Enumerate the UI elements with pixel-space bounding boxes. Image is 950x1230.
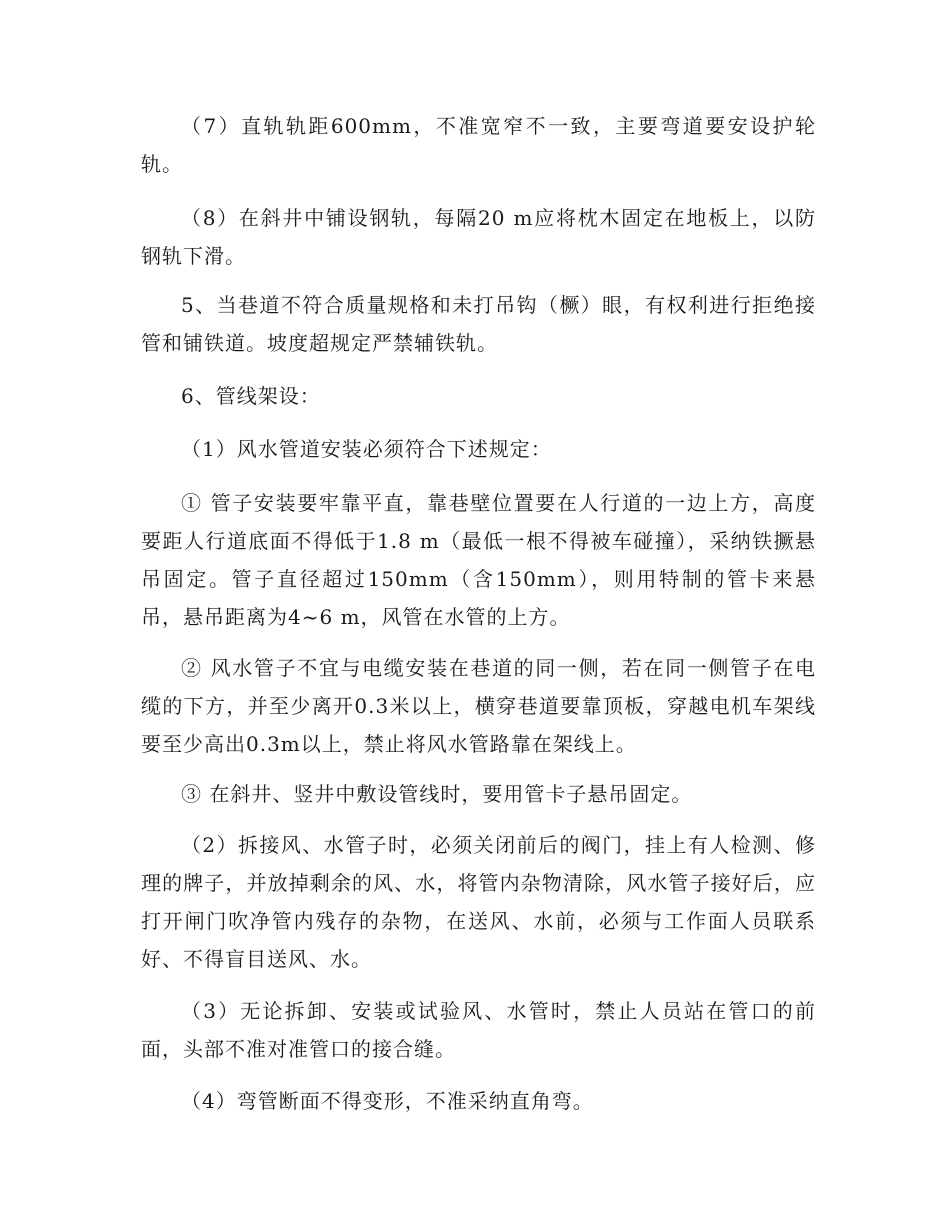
paragraph-pipeline-heading: 6、管线架设： [181, 384, 321, 408]
paragraph-incline-rail: （8）在斜井中铺设钢轨，每隔20 m应将枕木固定在地板上，以防钢轨下滑。 [141, 206, 816, 268]
paragraph-bend-pipe: （4）弯管断面不得变形，不准采纳直角弯。 [181, 1089, 594, 1113]
paragraph-pipe-rule-2: ② 风水管子不宜与电缆安装在巷道的同一侧，若在同一侧管子在电缆的下方，并至少离开0.3米以上，横穿巷道要靠顶板，穿越电机车架线要至少高出0.3m以上，禁止将风水管路靠在架线上。 [141, 656, 816, 756]
paragraph-refuse-takeover: 5、当巷道不符合质量规格和未打吊钩（橛）眼，有权利进行拒绝接管和铺铁道。坡度超规定严禁辅铁轨。 [141, 293, 816, 355]
paragraph-pipe-rule-3: ③ 在斜井、竖井中敷设管线时，要用管卡子悬吊固定。 [181, 782, 693, 806]
paragraph-pipe-rule-1: ① 管子安装要牢靠平直，靠巷壁位置要在人行道的一边上方，高度要距人行道底面不得低于1.8 m（最低一根不得被车碰撞），采纳铁撅悬吊固定。管子直径超过150mm（含150mm），则用特制的管卡来悬吊，悬吊距离为4~6 m，风管在水管的上方。 [141, 491, 816, 629]
paragraph-no-standing: （3）无论拆卸、安装或试验风、水管时，禁止人员站在管口的前面，头部不准对准管口的接合缝。 [141, 999, 816, 1061]
paragraph-disconnect-pipes: （2）拆接风、水管子时，必须关闭前后的阀门，挂上有人检测、修理的牌子，并放掉剩余的风、水，将管内杂物清除，风水管子接好后，应打开闸门吹净管内残存的杂物，在送风、水前，必须与工作面人员联系好、不得盲目送风、水。 [141, 833, 816, 971]
paragraph-rail-gauge: （7）直轨轨距600mm，不准宽窄不一致，主要弯道要安设护轮轨。 [141, 114, 816, 176]
paragraph-pipe-rules-intro: （1）风水管道安装必须符合下述规定： [181, 437, 552, 461]
